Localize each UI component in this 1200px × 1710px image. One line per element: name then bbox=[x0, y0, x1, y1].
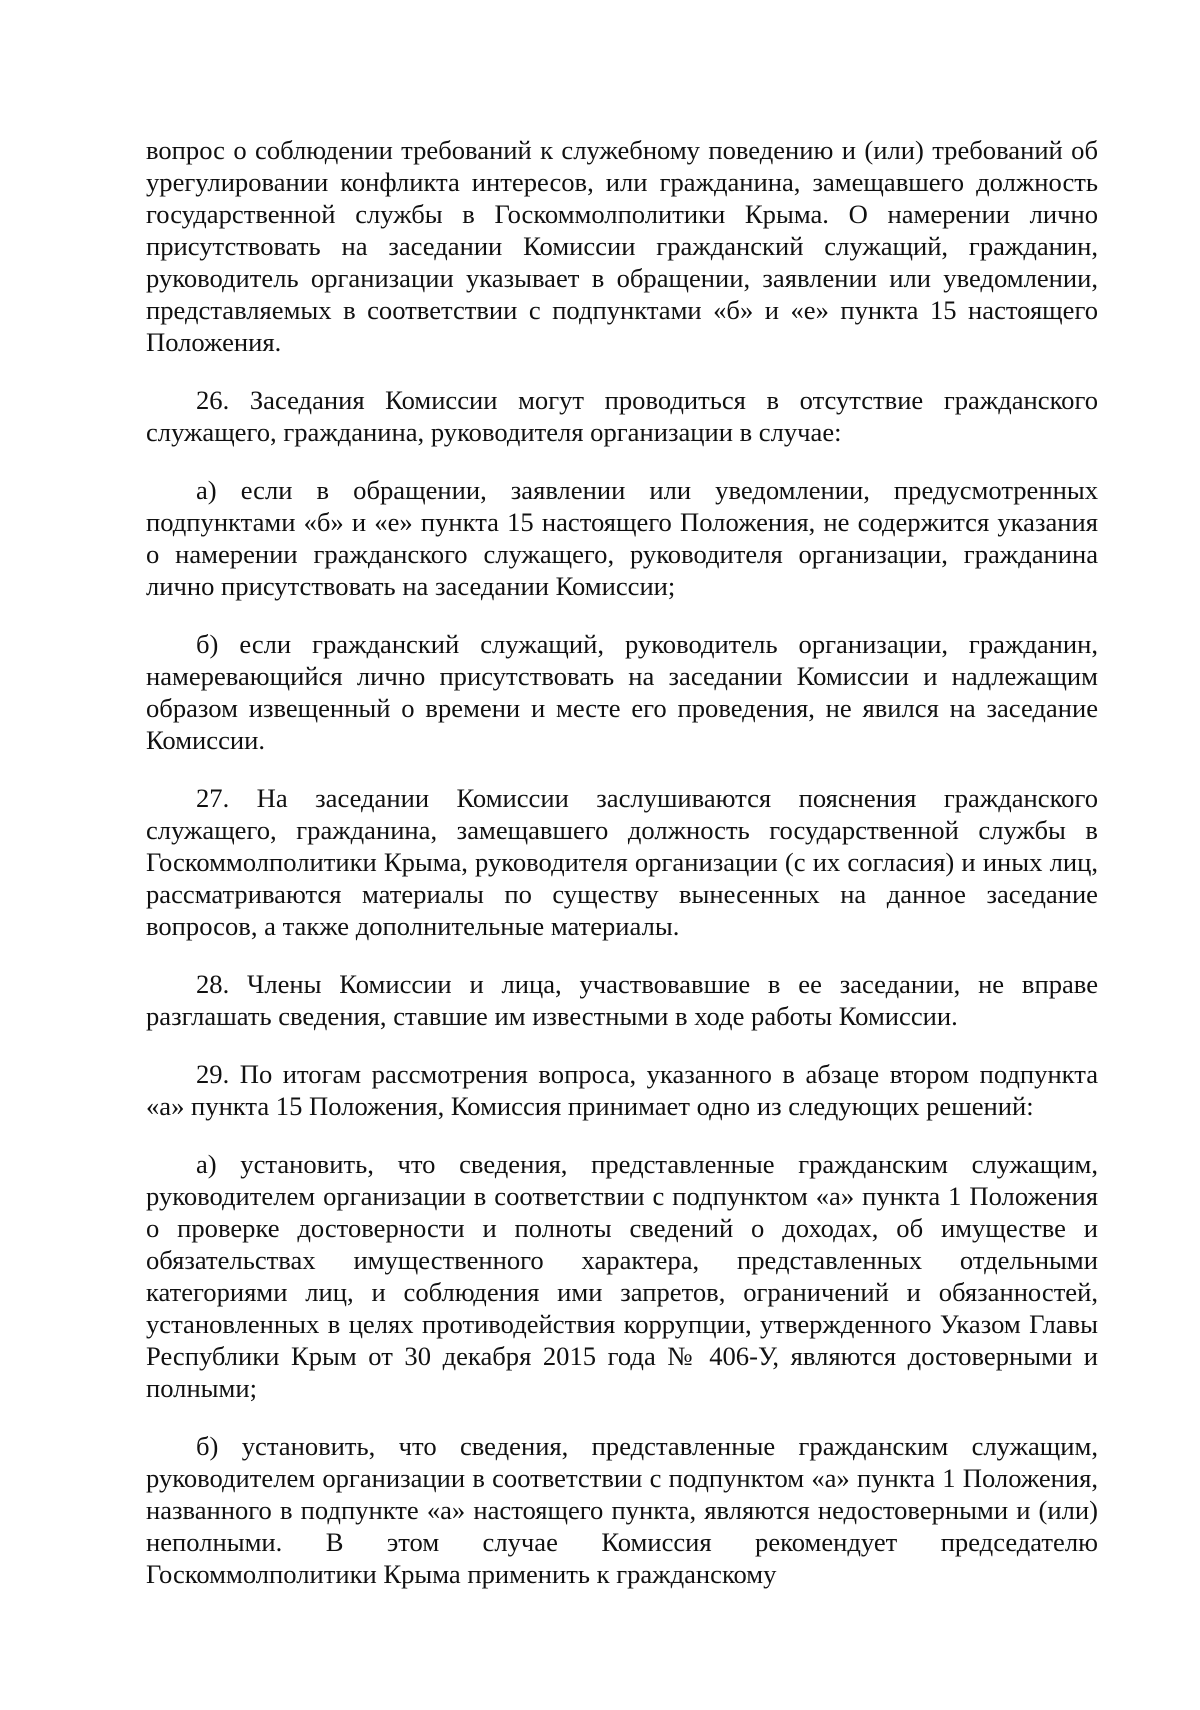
paragraph-28: 28. Члены Комиссии и лица, участвовавшие в ее заседании, не вправе разглашать сведения, ставшие им известными в ходе работы Комиссии. bbox=[146, 969, 1098, 1031]
paragraph-29-b: б) установить, что сведения, представленные гражданским служащим, руководителем организации в соответствии с подпунктом «а» пункта 1 Положения, названного в подпункте «а» настоящего пункта, являются недостоверными и (или) неполными. В этом случае Комиссия рекомендует председателю Госкоммолполитики Крыма применить к гражданскому bbox=[146, 1431, 1098, 1589]
document-body bbox=[146, 134, 1098, 1616]
paragraph-26-b: б) если гражданский служащий, руководитель организации, гражданин, намеревающийся лично присутствовать на заседании Комиссии и надлежащим образом извещенный о времени и месте его проведения, не явился на заседание Комиссии. bbox=[146, 629, 1098, 755]
paragraph-26-a: а) если в обращении, заявлении или уведомлении, предусмотренных подпунктами «б» и «е» пункта 15 настоящего Положения, не содержится указания о намерении гражданского служащего, руководителя организации, гражданина лично присутствовать на заседании Комиссии; bbox=[146, 475, 1098, 601]
paragraph-27: 27. На заседании Комиссии заслушиваются пояснения гражданского служащего, гражданина, замещавшего должность государственной службы в Госкоммолполитики Крыма, руководителя организации (с их согласия) и иных лиц, рассматриваются материалы по существу вынесенных на данное заседание вопросов, а также дополнительные материалы. bbox=[146, 783, 1098, 941]
paragraph-continuation: вопрос о соблюдении требований к служебному поведению и (или) требований об урегулировании конфликта интересов, или гражданина, замещавшего должность государственной службы в Госкоммолполитики Крыма. О намерении лично присутствовать на заседании Комиссии гражданский служащий, гражданин, руководитель организации указывает в обращении, заявлении или уведомлении, представляемых в соответствии с подпунктами «б» и «е» пункта 15 настоящего Положения. bbox=[146, 135, 1098, 357]
paragraph-29-a: а) установить, что сведения, представленные гражданским служащим, руководителем организации в соответствии с подпунктом «а» пункта 1 Положения о проверке достоверности и полноты сведений о доходах, об имуществе и обязательствах имущественного характера, представленных отдельными категориями лиц, и соблюдения ими запретов, ограничений и обязанностей, установленных в целях противодействия коррупции, утвержденного Указом Главы Республики Крым от 30 декабря 2015 года № 406-У, являются достоверными и полными; bbox=[146, 1149, 1098, 1403]
paragraph-29: 29. По итогам рассмотрения вопроса, указанного в абзаце втором подпункта «а» пункта 15 Положения, Комиссия принимает одно из следующих решений: bbox=[146, 1059, 1098, 1121]
paragraph-26: 26. Заседания Комиссии могут проводиться в отсутствие гражданского служащего, гражданина, руководителя организации в случае: bbox=[146, 385, 1098, 447]
